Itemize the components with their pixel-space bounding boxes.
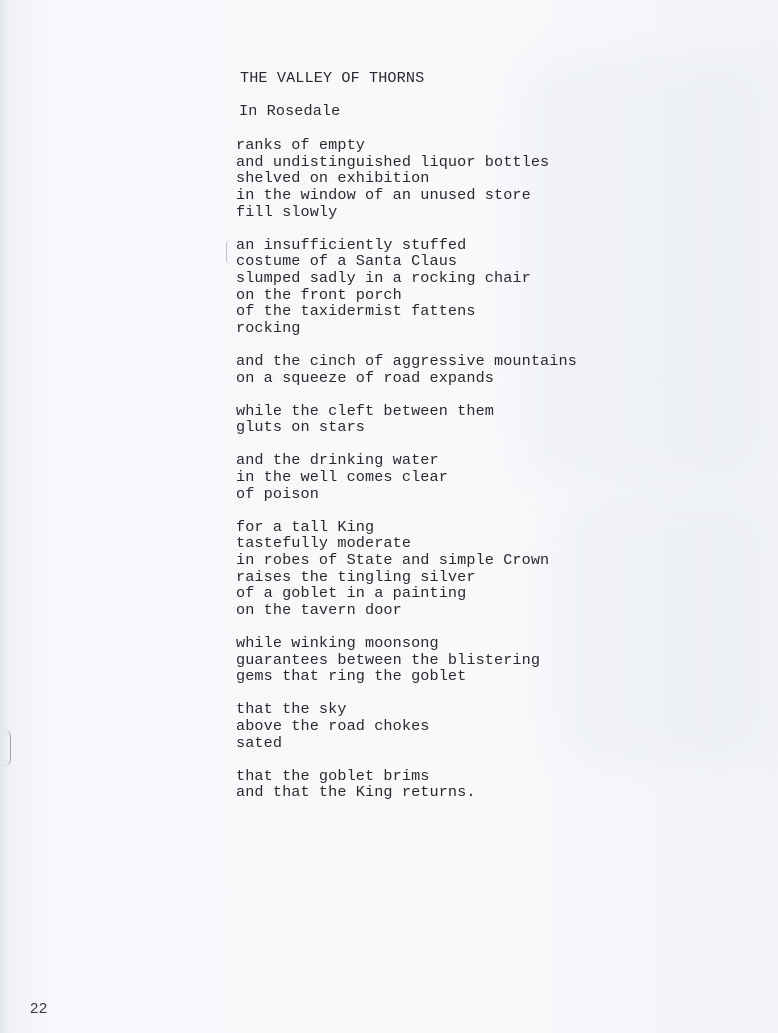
page-edge-shadow xyxy=(0,0,10,1033)
poem-line: that the sky xyxy=(236,700,347,719)
poem-line: of a goblet in a painting xyxy=(236,584,467,603)
poem-line: for a tall King xyxy=(236,517,375,536)
poem-line: shelved on exhibition xyxy=(236,169,430,188)
poem-line: tastefully moderate xyxy=(236,534,412,553)
poem-line: in robes of State and simple Crown xyxy=(236,551,550,570)
poem-line: of the taxidermist fattens xyxy=(236,302,476,321)
poem-line: on the front porch xyxy=(236,285,402,304)
stanza xyxy=(236,353,736,386)
stanza xyxy=(236,237,736,337)
poem-line: and that the King returns. xyxy=(236,783,476,802)
poem-line: on the tavern door xyxy=(236,600,402,619)
poem-line: gluts on stars xyxy=(236,418,365,437)
poem-line: and the drinking water xyxy=(236,451,439,470)
poem-line: raises the tingling silver xyxy=(236,567,476,586)
poem-line: and the cinch of aggressive mountains xyxy=(236,351,577,370)
poem-line: costume of a Santa Claus xyxy=(236,252,458,271)
stanza xyxy=(236,768,736,801)
stanza xyxy=(236,137,736,220)
stanza xyxy=(236,403,736,436)
stanza xyxy=(236,452,736,502)
poem-line: sated xyxy=(236,733,283,752)
poem-line: ranks of empty xyxy=(236,136,365,155)
poem-line: guarantees between the blistering xyxy=(236,650,541,669)
poem-subtitle: In Rosedale xyxy=(239,101,341,120)
poem-line: and undistinguished liquor bottles xyxy=(236,152,550,171)
poem-line: gems that ring the goblet xyxy=(236,667,467,686)
poem-line: while winking moonsong xyxy=(236,634,439,652)
poem-body xyxy=(236,137,736,801)
poem-line: rocking xyxy=(236,318,301,337)
stanza xyxy=(236,635,736,685)
poem-line: slumped sadly in a rocking chair xyxy=(236,268,531,287)
poem-line: fill slowly xyxy=(236,202,338,221)
poem-line: while the cleft between them xyxy=(236,401,494,420)
poem-line: of poison xyxy=(236,484,319,503)
poem-line: above the road chokes xyxy=(236,716,430,735)
poem-line: on a squeeze of road expands xyxy=(236,368,494,387)
pencil-mark xyxy=(226,240,231,264)
poem-line: in the well comes clear xyxy=(236,468,448,487)
poem-line: in the window of an unused store xyxy=(236,185,531,204)
poem-title: THE VALLEY OF THORNS xyxy=(240,69,425,87)
page-number: 22 xyxy=(30,1000,48,1017)
stanza xyxy=(236,519,736,619)
stanza xyxy=(236,701,736,751)
poem-line: an insufficiently stuffed xyxy=(236,235,467,254)
pencil-mark xyxy=(4,730,11,766)
poem-line: that the goblet brims xyxy=(236,766,430,785)
poem xyxy=(236,70,736,801)
